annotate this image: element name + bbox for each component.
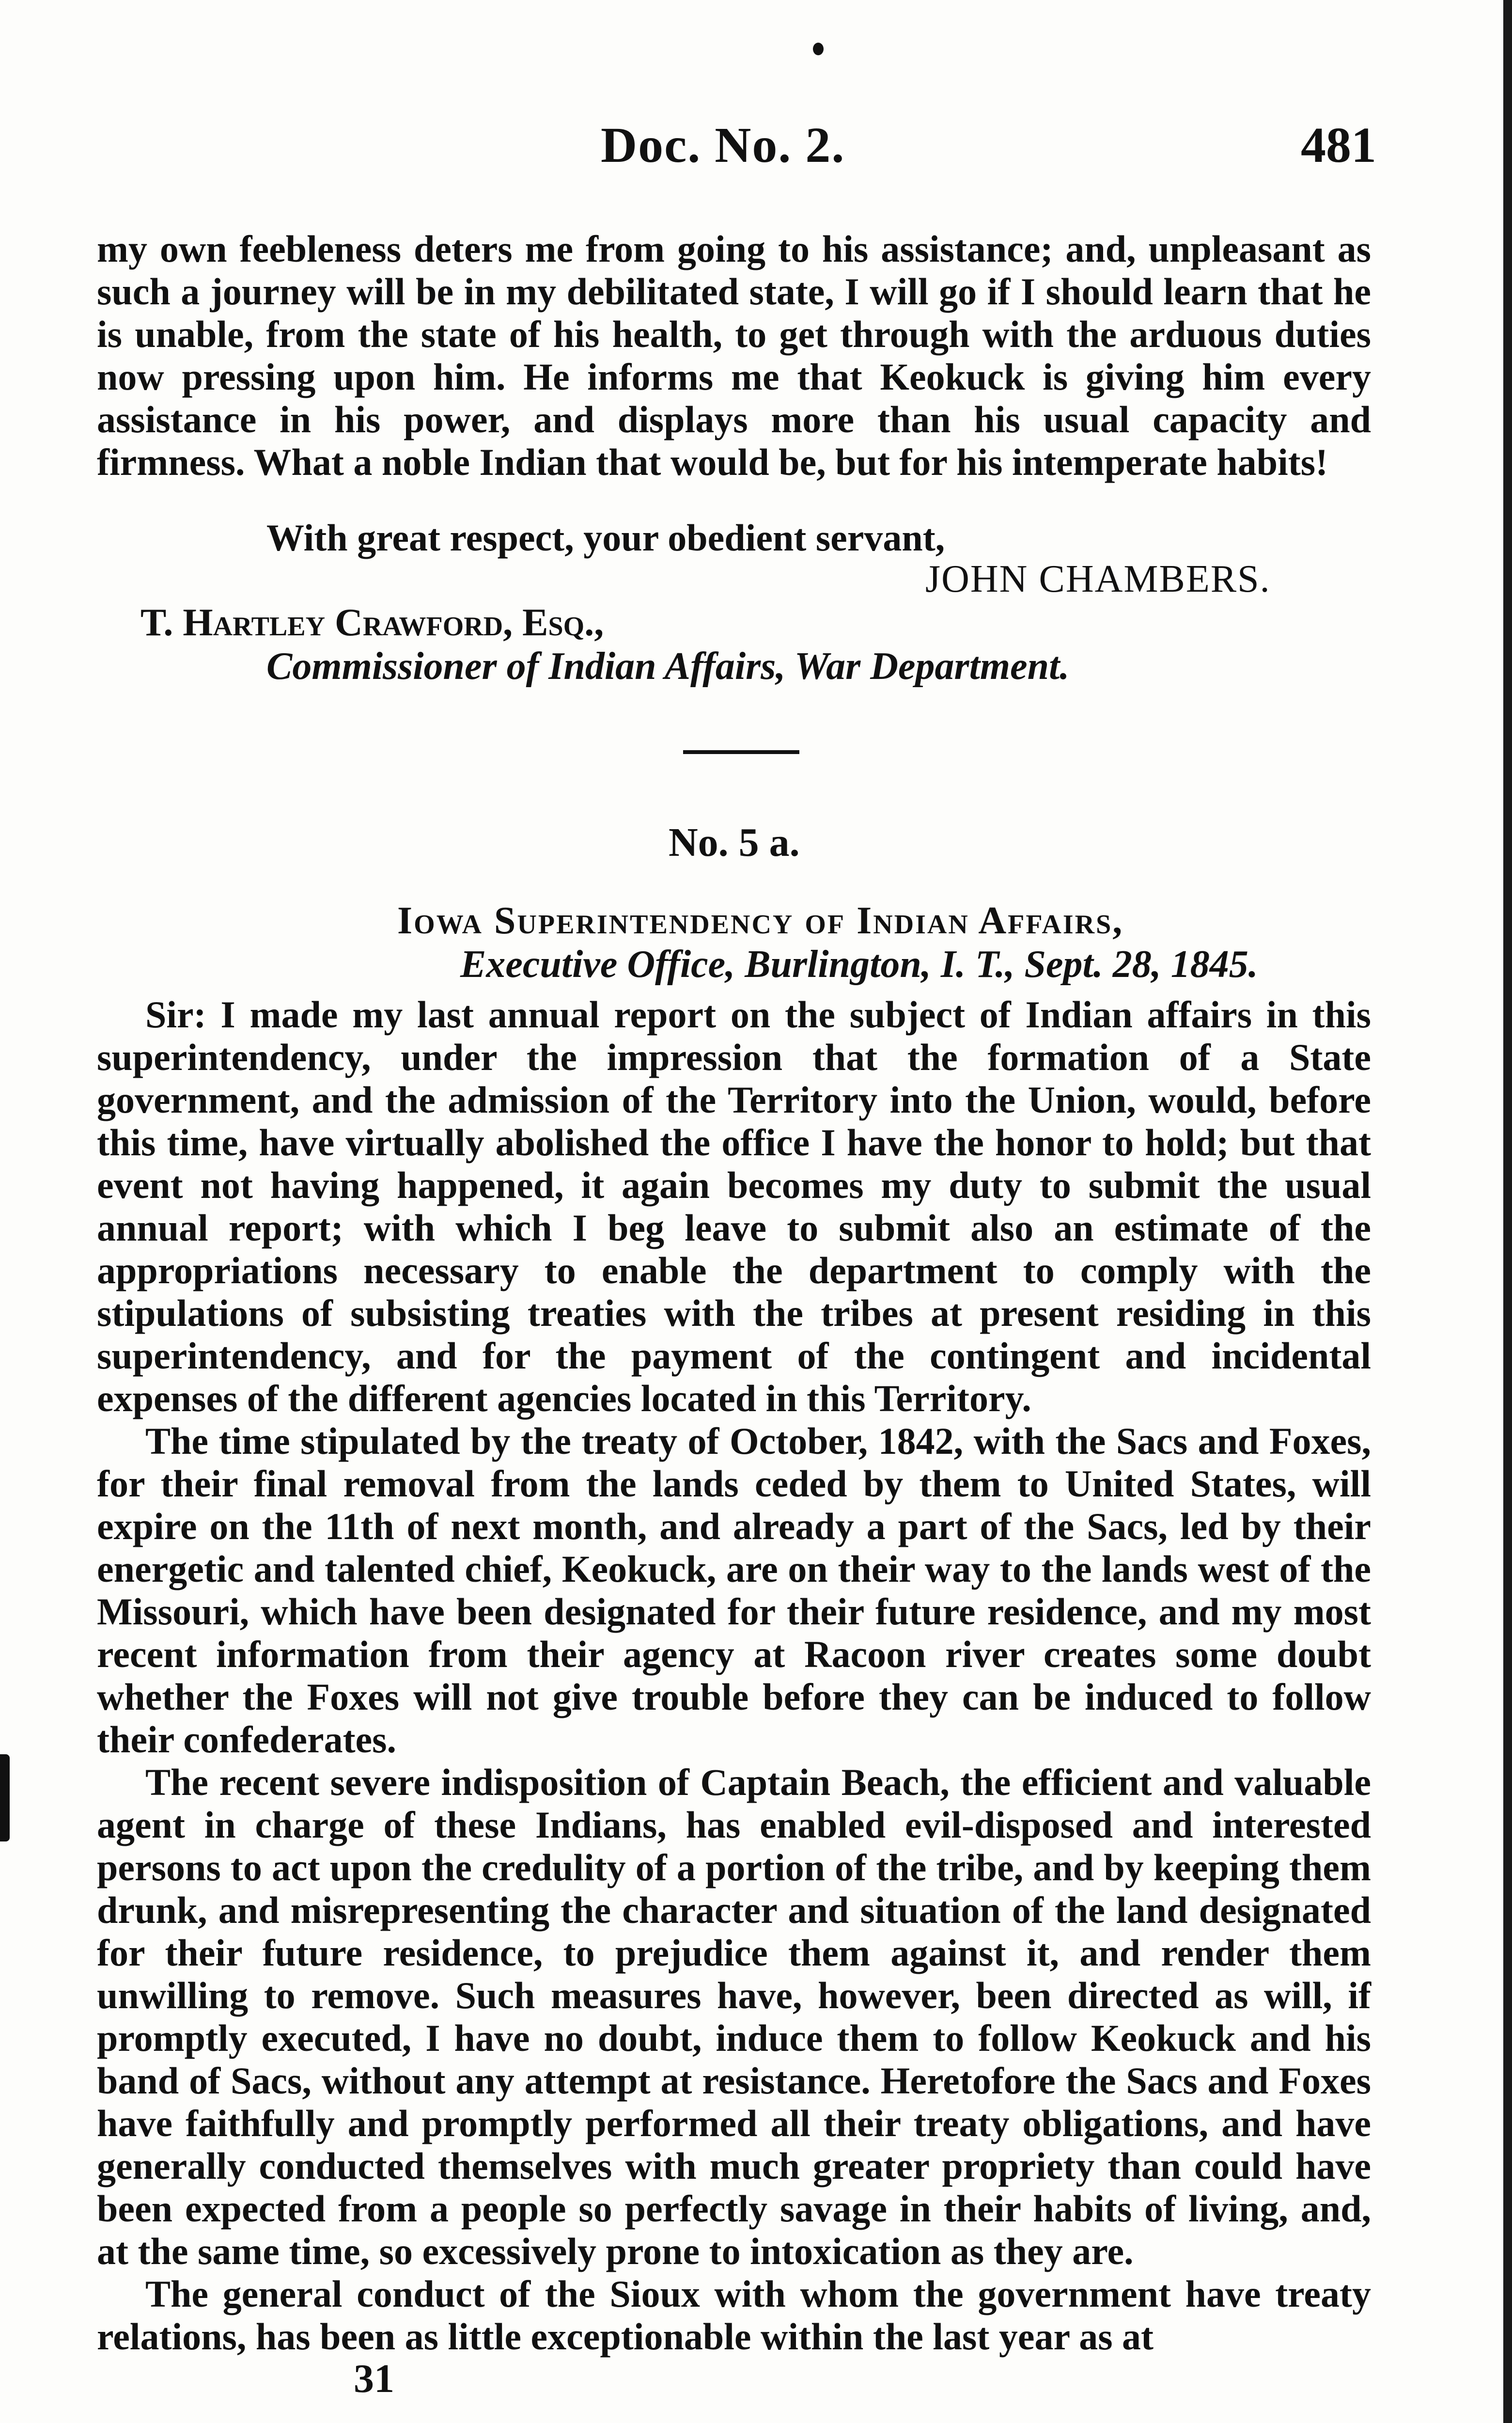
scan-margin-mark: [0, 1754, 10, 1841]
scan-edge: [1503, 0, 1512, 2423]
scan-dot: [813, 43, 824, 55]
signature: JOHN CHAMBERS.: [925, 558, 1271, 600]
closing-line: With great respect, your obedient servant,: [266, 517, 945, 559]
signature-mark: 31: [354, 2356, 394, 2401]
letter-closing-paragraph: [97, 228, 1371, 484]
addressee-title: Commissioner of Indian Affairs, War Department.: [266, 645, 1070, 688]
document-title: Doc. No. 2.: [601, 117, 845, 173]
paragraph: The recent severe indisposition of Captain Beach, the efficient and valuable agent in charge of these Indians, has enabled evil-disposed and interested persons to act upon the credulity of a portion of the tribe, and by keeping them drunk, and misrepresenting the character and situation of the land designated for their future residence, to prejudice them against it, and render them unwilling to remove. Such measures have, however, been directed as will, if promptly executed, I have no doubt, induce them to follow Keokuck and his band of Sacs, without any attempt at resistance. Heretofore the Sacs and Foxes have faithfully and promptly performed all their treaty obligations, and have generally conducted themselves with much greater propriety than could have been expected from a people so perfectly savage in their habits of living, and, at the same time, so excessively prone to intoxication as they are.: [97, 1761, 1371, 2272]
section-heading: No. 5 a.: [669, 820, 800, 865]
paragraph: The general conduct of the Sioux with whom the government have treaty relations, has been as little exceptionable within the last year as at: [97, 2273, 1371, 2358]
office-heading: Iowa Superintendency of Indian Affairs,: [397, 899, 1124, 942]
place-date-line: Executive Office, Burlington, I. T., Sept. 28, 1845.: [460, 943, 1258, 986]
section-divider: [683, 750, 799, 754]
page-number: 481: [1301, 117, 1376, 173]
paragraph: The time stipulated by the treaty of October, 1842, with the Sacs and Foxes, for their final removal from the lands ceded by them to United States, will expire on the 11th of next month, and already a part of the Sacs, led by their energetic and talented chief, Keokuck, are on their way to the lands west of the Missouri, which have been designated for their future residence, and my most recent information from their agency at Racoon river creates some doubt whether the Foxes will not give trouble before they can be induced to follow their confederates.: [97, 1420, 1371, 1761]
addressee: T. Hartley Crawford, Esq.,: [140, 601, 604, 644]
letter-body: my own feebleness deters me from going to his assistance; and, unpleasant as such a journey will be in my debilitated state, I will go if I should learn that he is unable, from the state of his health, to get through with the arduous duties now pressing upon him. He informs me that Keokuck is giving him every assistance in his power, and displays more than his usual capacity and firmness. What a noble Indian that would be, but for his intemperate habits!: [97, 228, 1371, 483]
page-header: [97, 116, 1376, 184]
paragraph: Sir: I made my last annual report on the subject of Indian affairs in this superintendency, under the impression that the formation of a State government, and the admission of the Territory into the Union, would, before this time, have virtually abolished the office I have the honor to hold; but that event not having happened, it again becomes my duty to submit the usual annual report; with which I beg leave to submit also an estimate of the appropriations necessary to enable the department to comply with the stipulations of subsisting treaties with the tribes at present residing in this superintendency, and for the payment of the contingent and incidental expenses of the different agencies located in this Territory.: [97, 993, 1371, 1419]
report-body: [97, 993, 1371, 2358]
